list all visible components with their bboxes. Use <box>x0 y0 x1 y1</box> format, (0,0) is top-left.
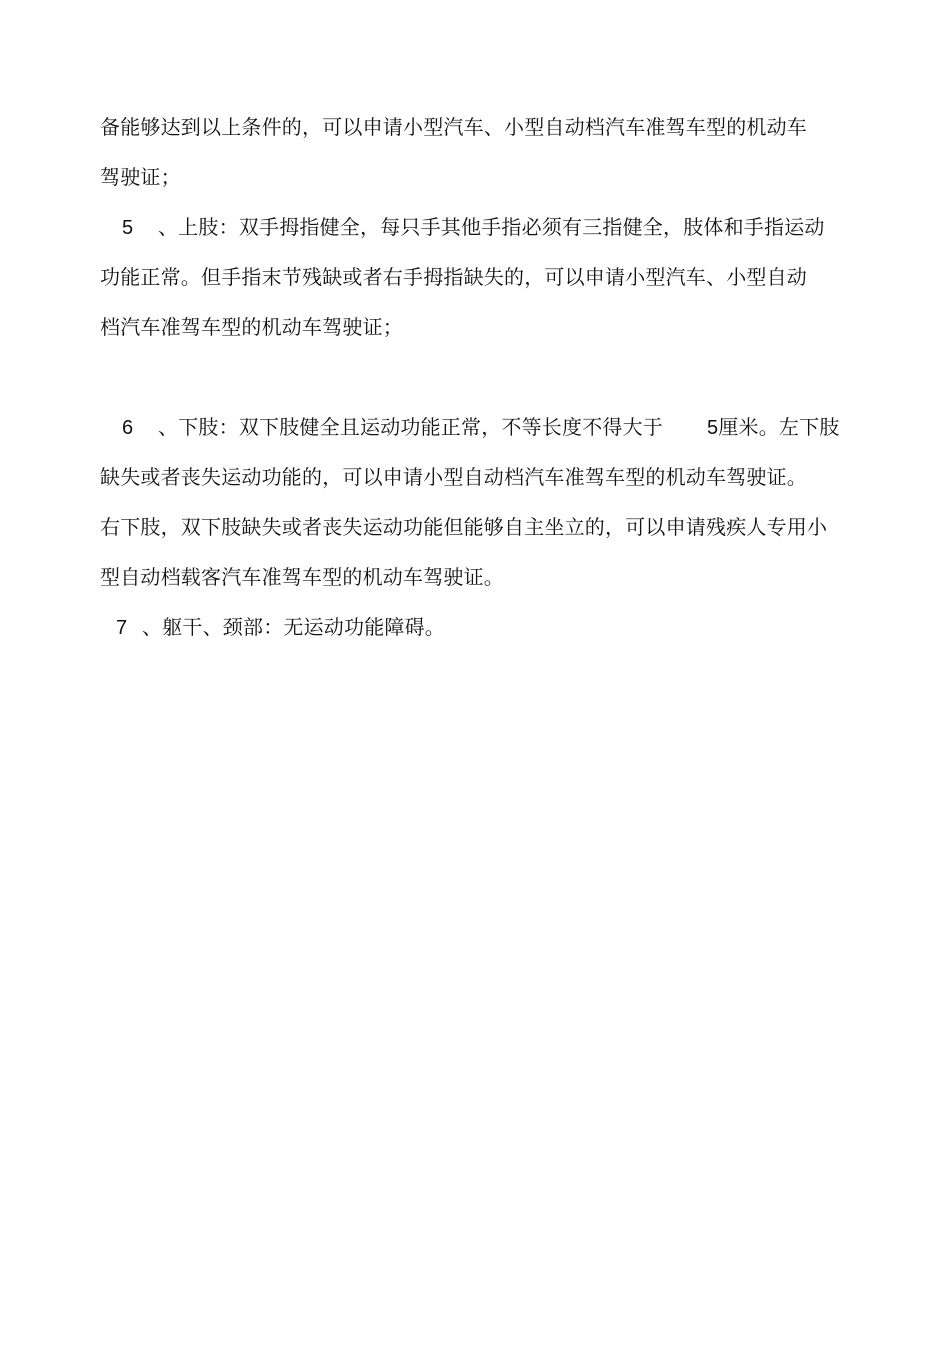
paragraph-5-line-3: 档汽车准驾车型的机动车驾驶证； <box>100 315 403 339</box>
paragraph-6-line-4: 型自动档载客汽车准驾车型的机动车驾驶证。 <box>100 565 504 589</box>
paragraph-7-line-1 <box>116 614 445 641</box>
paragraph-5-line-1 <box>122 214 825 241</box>
paragraph-4-line-2: 驾驶证； <box>100 165 181 189</box>
paragraph-5-line-2: 功能正常。但手指末节残缺或者右手拇指缺失的，可以申请小型汽车、小型自动 <box>100 265 807 289</box>
length-limit-value: 5 <box>707 417 719 439</box>
item-number-7: 7 <box>116 617 128 639</box>
paragraph-6-line-2: 缺失或者丧失运动功能的，可以申请小型自动档汽车准驾车型的机动车驾驶证。 <box>100 465 807 489</box>
paragraph-5-text: 、上肢：双手拇指健全，每只手其他手指必须有三指健全，肢体和手指运动 <box>158 215 825 239</box>
paragraph-4-line-1: 备能够达到以上条件的，可以申请小型汽车、小型自动档汽车准驾车型的机动车 <box>100 115 807 139</box>
paragraph-7-text: 、躯干、颈部：无运动功能障碍。 <box>142 615 445 639</box>
paragraph-6-text: 、下肢：双下肢健全且运动功能正常，不等长度不得大于 <box>158 415 663 439</box>
paragraph-6-text-tail: 厘米。左下肢 <box>718 415 840 439</box>
paragraph-6-line-1 <box>122 414 840 441</box>
item-number-6: 6 <box>122 417 134 439</box>
item-number-5: 5 <box>122 217 134 239</box>
paragraph-6-line-3: 右下肢，双下肢缺失或者丧失运动功能但能够自主坐立的，可以申请残疾人专用小 <box>100 515 828 539</box>
